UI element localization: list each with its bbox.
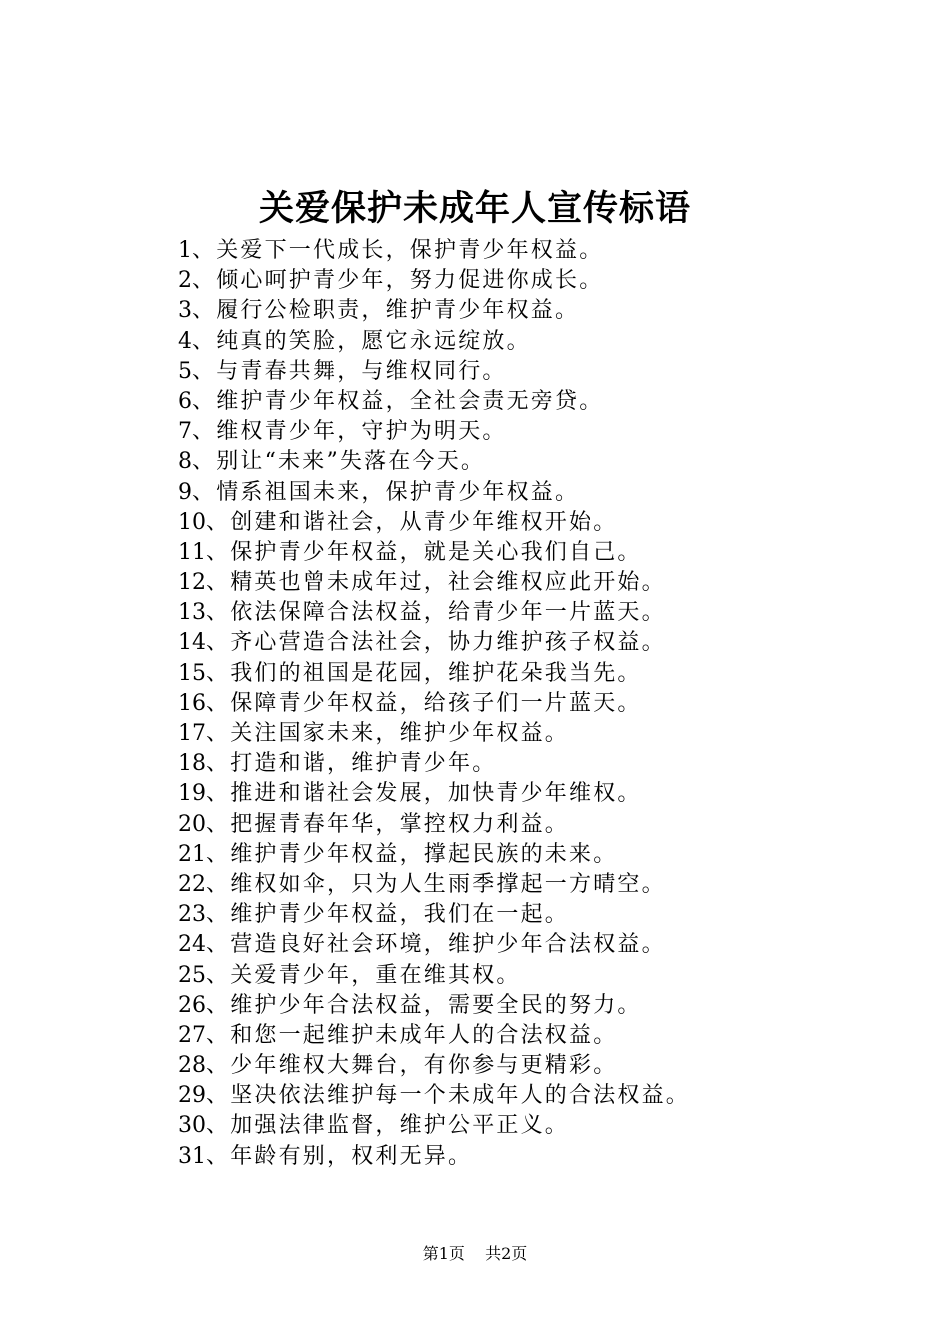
slogan-number: 1 xyxy=(178,238,192,263)
slogan-item xyxy=(178,810,690,840)
slogan-number: 4 xyxy=(178,328,192,354)
slogan-number: 8 xyxy=(178,449,192,475)
slogan-number: 26 xyxy=(178,992,206,1018)
slogan-number: 19 xyxy=(178,781,206,807)
slogan-item xyxy=(178,930,690,960)
slogan-text: 、精英也曾未成年过，社会维权应此开始。 xyxy=(206,570,666,596)
slogan-number: 7 xyxy=(178,419,192,445)
page-number-total: 共2页 xyxy=(485,1244,528,1263)
document-title: 关爱保护未成年人宣传标语 xyxy=(258,188,691,229)
slogan-number: 6 xyxy=(178,388,192,414)
slogan-text: 、履行公检职责，维护青少年权益。 xyxy=(192,298,580,324)
slogan-text: 、打造和谐，维护青少年。 xyxy=(206,751,497,777)
slogan-list xyxy=(178,236,690,1172)
slogan-number: 20 xyxy=(178,811,206,837)
slogan-number: 27 xyxy=(178,1022,206,1048)
slogan-text: 、和您一起维护未成年人的合法权益。 xyxy=(206,1022,618,1048)
slogan-number: 15 xyxy=(178,660,206,686)
slogan-text: 、关注国家未来，维护少年权益。 xyxy=(206,721,570,746)
slogan-text: 、坚决依法维护每一个未成年人的合法权益。 xyxy=(206,1083,691,1109)
slogan-text: 、关爱下一代成长，保护青少年权益。 xyxy=(192,238,604,263)
slogan-text: 、维护青少年权益，我们在一起。 xyxy=(206,902,570,928)
slogan-number: 3 xyxy=(178,298,192,324)
slogan-item xyxy=(178,719,690,749)
slogan-item xyxy=(178,1021,690,1051)
slogan-number: 16 xyxy=(178,690,206,716)
page-footer xyxy=(0,1242,950,1266)
slogan-text: 、依法保障合法权益，给青少年一片蓝天。 xyxy=(206,600,666,626)
slogan-item xyxy=(178,417,690,447)
slogan-item xyxy=(178,447,690,477)
slogan-item xyxy=(178,296,690,326)
slogan-item xyxy=(178,568,690,598)
slogan-item xyxy=(178,1081,690,1111)
slogan-text: 、我们的祖国是花园，维护花朵我当先。 xyxy=(206,660,642,686)
slogan-number: 22 xyxy=(178,871,206,897)
slogan-number: 12 xyxy=(178,570,206,596)
slogan-text: 、维权青少年，守护为明天。 xyxy=(192,419,507,445)
slogan-item xyxy=(178,1111,690,1141)
slogan-number: 2 xyxy=(178,268,192,294)
slogan-item xyxy=(178,840,690,870)
slogan-number: 17 xyxy=(178,721,206,746)
slogan-text: 、把握青春年华，掌控权力利益。 xyxy=(206,811,570,837)
slogan-number: 24 xyxy=(178,932,206,958)
slogan-item xyxy=(178,628,690,658)
slogan-text: 、与青春共舞，与维权同行。 xyxy=(192,358,507,384)
slogan-number: 28 xyxy=(178,1053,206,1079)
slogan-item xyxy=(178,1142,690,1172)
slogan-item xyxy=(178,1051,690,1081)
slogan-item xyxy=(178,387,690,417)
slogan-text: 、保护青少年权益，就是关心我们自己。 xyxy=(206,539,642,565)
slogan-text: 、维权如伞，只为人生雨季撑起一方晴空。 xyxy=(206,871,666,897)
slogan-number: 31 xyxy=(178,1143,206,1169)
slogan-number: 21 xyxy=(178,841,206,867)
slogan-text: 、别让“未来”失落在今天。 xyxy=(192,449,486,475)
slogan-number: 14 xyxy=(178,630,206,656)
slogan-text: 、加强法律监督，维护公平正义。 xyxy=(206,1113,570,1139)
slogan-number: 9 xyxy=(178,479,192,505)
slogan-text: 、创建和谐社会，从青少年维权开始。 xyxy=(206,509,618,535)
page-number-current: 第1页 xyxy=(422,1244,465,1263)
slogan-text: 、倾心呵护青少年，努力促进你成长。 xyxy=(192,268,604,294)
slogan-number: 30 xyxy=(178,1113,206,1139)
slogan-item xyxy=(178,236,690,266)
slogan-item xyxy=(178,508,690,538)
slogan-text: 、年龄有别，权利无异。 xyxy=(206,1143,473,1169)
slogan-text: 、维护少年合法权益，需要全民的努力。 xyxy=(206,992,642,1018)
slogan-item xyxy=(178,991,690,1021)
slogan-text: 、情系祖国未来，保护青少年权益。 xyxy=(192,479,580,505)
slogan-text: 、关爱青少年，重在维其权。 xyxy=(206,962,521,988)
slogan-item xyxy=(178,689,690,719)
slogan-item xyxy=(178,900,690,930)
slogan-item xyxy=(178,357,690,387)
slogan-item xyxy=(178,478,690,508)
slogan-number: 13 xyxy=(178,600,206,626)
slogan-number: 11 xyxy=(178,539,206,565)
slogan-text: 、齐心营造合法社会，协力维护孩子权益。 xyxy=(206,630,666,656)
slogan-item xyxy=(178,870,690,900)
slogan-text: 、少年维权大舞台，有你参与更精彩。 xyxy=(206,1053,618,1079)
slogan-text: 、维护青少年权益，撑起民族的未来。 xyxy=(206,841,618,867)
slogan-number: 25 xyxy=(178,962,206,988)
slogan-item xyxy=(178,779,690,809)
slogan-text: 、保障青少年权益，给孩子们一片蓝天。 xyxy=(206,690,642,716)
slogan-item xyxy=(178,598,690,628)
slogan-number: 18 xyxy=(178,751,206,777)
slogan-text: 、维护青少年权益，全社会责无旁贷。 xyxy=(192,388,604,414)
slogan-item xyxy=(178,659,690,689)
slogan-number: 5 xyxy=(178,358,192,384)
slogan-number: 23 xyxy=(178,902,206,928)
slogan-number: 10 xyxy=(178,509,206,535)
slogan-item xyxy=(178,961,690,991)
slogan-item xyxy=(178,749,690,779)
slogan-item xyxy=(178,538,690,568)
slogan-text: 、营造良好社会环境，维护少年合法权益。 xyxy=(206,932,666,958)
slogan-item xyxy=(178,327,690,357)
slogan-text: 、纯真的笑脸，愿它永远绽放。 xyxy=(192,328,531,354)
slogan-text: 、推进和谐社会发展，加快青少年维权。 xyxy=(206,781,642,807)
slogan-item xyxy=(178,266,690,296)
slogan-number: 29 xyxy=(178,1083,206,1109)
